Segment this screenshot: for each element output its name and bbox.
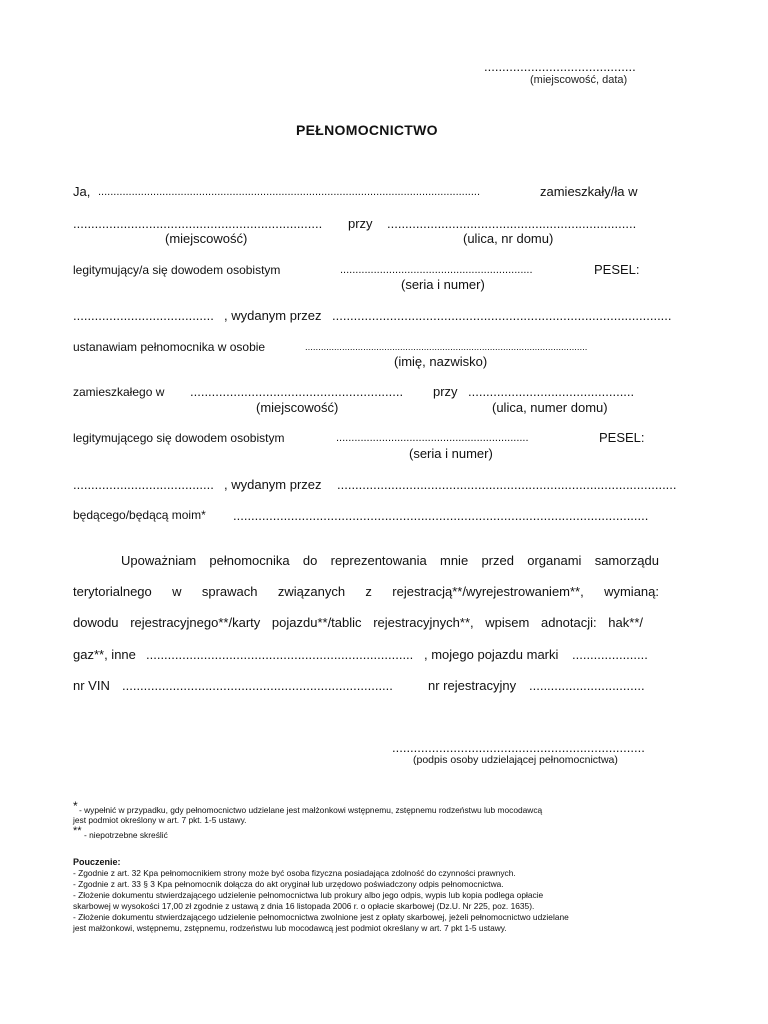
vehicle-make-field[interactable]: .....................	[572, 647, 648, 662]
footnote-1-mark: *	[73, 799, 78, 813]
line-other-label: gaz**, inne	[73, 647, 136, 662]
grantor-pesel-field[interactable]: .......................................	[73, 308, 214, 323]
footnote-2-mark: **	[73, 825, 82, 837]
pouczenie-line: - Zgodnie z art. 33 § 3 Kpa pełnomocnik dołącza do akt oryginał lub urzędowo poświadczony odpis pełnomocnictwa.	[73, 879, 504, 889]
vin-label: nr VIN	[73, 678, 110, 693]
attorney-name-caption: (imię, nazwisko)	[394, 354, 488, 369]
grantor-city-field[interactable]: .....................................................................	[73, 216, 323, 231]
registration-field[interactable]: ................................	[529, 678, 645, 693]
grantor-street-caption: (ulica, nr domu)	[463, 231, 554, 246]
line1-label: Ja,	[73, 184, 91, 199]
line1-suffix: zamieszkały/ła w	[540, 184, 638, 199]
footnote-1-text: - wypełnić w przypadku, gdy pełnomocnictwo udzielane jest małżonkowi wstępnemu, zstępnemu rodzeństwu lub mocodawcą	[79, 805, 543, 815]
signature-caption: (podpis osoby udzielającej pełnomocnictwa)	[413, 754, 618, 766]
authorization-line-1: Upoważniam pełnomocnika do reprezentowania mnie przed organami samorządu	[121, 553, 659, 568]
pouczenie-line: - Złożenie dokumentu stwierdzającego udzielenie pełnomocnictwa zwolnione jest z opłaty skarbowej, jeżeli pełnomocnictwo udzielane	[73, 912, 569, 922]
place-date-caption: (miejscowość, data)	[530, 74, 628, 86]
line3-label: legitymujący/a się dowodem osobistym	[73, 263, 281, 277]
line6-przy: przy	[433, 384, 458, 399]
other-field[interactable]: ..........................................................................	[146, 647, 414, 662]
attorney-pesel-field[interactable]: .......................................	[73, 477, 214, 492]
grantor-id-caption: (seria i numer)	[401, 277, 485, 292]
grantor-street-field[interactable]: .....................................................................	[387, 216, 637, 231]
line6-label: zamieszkałego w	[73, 385, 165, 399]
line7-label: legitymującego się dowodem osobistym	[73, 431, 285, 445]
grantor-name-field[interactable]: .............................................................................................................................	[98, 186, 481, 198]
line9-label: będącego/będącą moim*	[73, 508, 206, 522]
attorney-street-field[interactable]: ..............................................	[468, 384, 635, 399]
line3-pesel: PESEL:	[594, 262, 640, 277]
footnote-1-text-2: jest podmiot określony w art. 7 pkt. 1-5 ustawy.	[73, 815, 247, 825]
page-title: PEŁNOMOCNICTWO	[296, 122, 438, 138]
attorney-city-field[interactable]: ...........................................................	[190, 384, 404, 399]
signature-field[interactable]: ......................................................................	[392, 740, 645, 755]
pouczenie-line: - Złożenie dokumentu stwierdzającego udzielenie pełnomocnictwa lub prokury albo jego odpis, wypis lub kopia podlega opłacie	[73, 890, 544, 900]
vin-field[interactable]: ...........................................................................	[122, 678, 393, 693]
authorization-line-3: dowodu rejestracyjnego**/karty pojazdu**/tablic rejestracyjnych**, wpisem adnotacji: hak**/	[73, 615, 643, 630]
line2-przy: przy	[348, 216, 373, 231]
line5-label: ustanawiam pełnomocnika w osobie	[73, 340, 266, 354]
attorney-city-caption: (miejscowość)	[256, 400, 339, 415]
grantor-id-field[interactable]: ...............................................................	[340, 264, 533, 276]
pouczenie-heading: Pouczenie:	[73, 857, 121, 867]
attorney-id-caption: (seria i numer)	[409, 446, 493, 461]
attorney-name-field[interactable]: ...........................................................................................................	[305, 342, 588, 353]
grantor-issuer-field[interactable]: ..............................................................................................	[332, 308, 672, 323]
footnote-2-text: - niepotrzebne skreślić	[84, 830, 168, 840]
authorization-line-2: terytorialnego w sprawach związanych z rejestracją**/wyrejestrowaniem**, wymianą:	[73, 584, 659, 599]
attorney-issuer-field[interactable]: ..............................................................................................	[337, 477, 677, 492]
attorney-id-field[interactable]: ...............................................................	[336, 432, 529, 444]
pouczenie-line: skarbowej w wysokości 17,00 zł zgodnie z ustawą z dnia 16 listopada 2006 r. o opłacie skarbowej (Dz.U. Nr 225, poz. 1635).	[73, 901, 535, 911]
registration-label: nr rejestracyjny	[428, 678, 517, 693]
vehicle-make-label: , mojego pojazdu marki	[424, 647, 559, 662]
line4-label: , wydanym przez	[224, 308, 322, 323]
pouczenie-line: - Zgodnie z art. 32 Kpa pełnomocnikiem strony może być osoba fizyczna posiadająca zdolność do czynności prawnych.	[73, 868, 516, 878]
line7-pesel: PESEL:	[599, 430, 645, 445]
line8-label: , wydanym przez	[224, 477, 322, 492]
attorney-street-caption: (ulica, numer domu)	[492, 400, 608, 415]
pouczenie-line: jest małżonkowi, wstępnemu, zstępnemu, rodzeństwu lub mocodawcą jest podmiot określany w art. 7 pkt 1-5 ustawy.	[73, 923, 507, 933]
place-date-field[interactable]: ..........................................	[484, 59, 636, 74]
grantor-city-caption: (miejscowość)	[165, 231, 248, 246]
relationship-field[interactable]: ...................................................................................................................	[233, 508, 649, 523]
